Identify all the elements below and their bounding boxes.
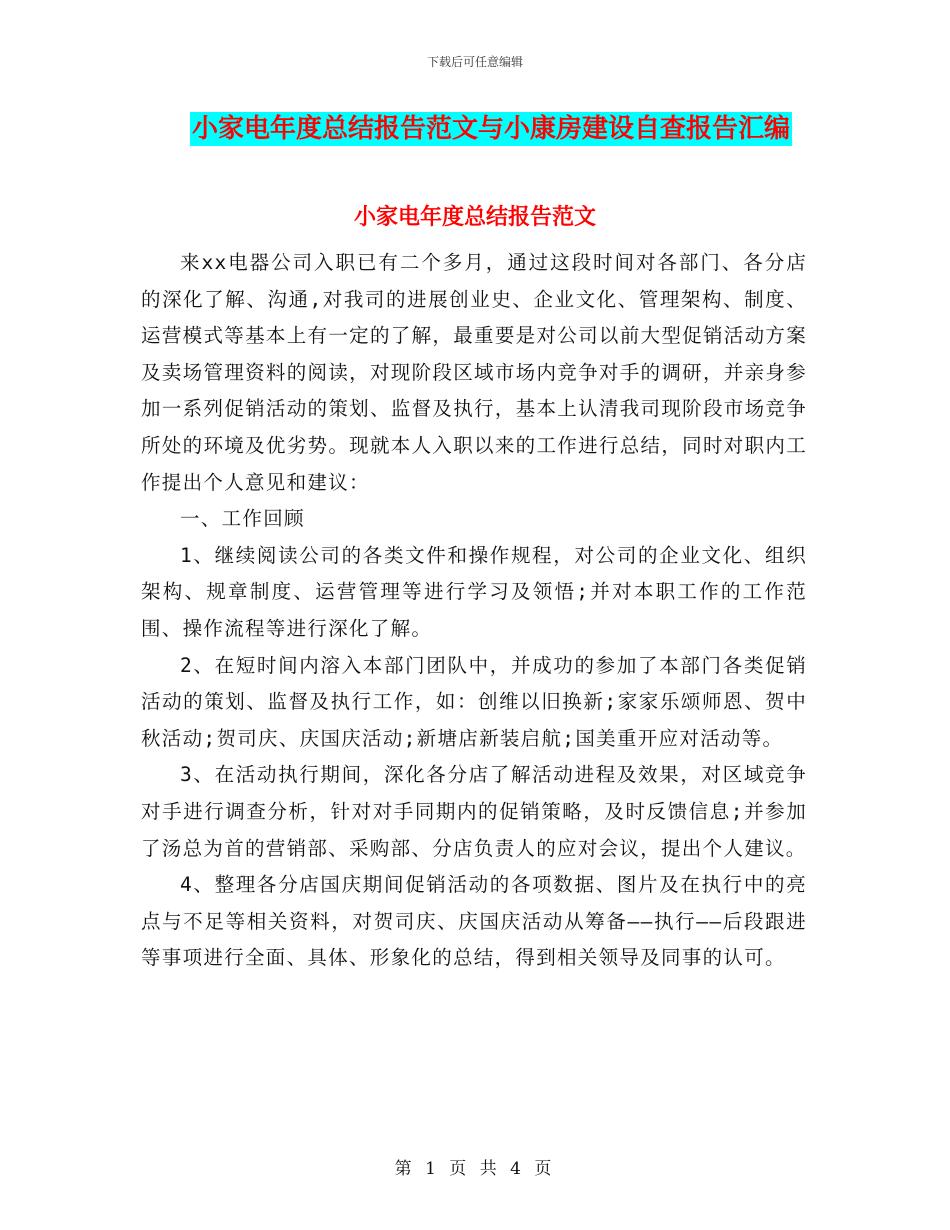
paragraph-item-1: 1、继续阅读公司的各类文件和操作规程，对公司的企业文化、组织架构、规章制度、运营管理等进行学习及领悟;并对本职工作的工作范围、操作流程等进行深化了解。	[141, 543, 807, 640]
page-number: 第 1 页 共 4 页	[394, 1159, 556, 1179]
paragraph-intro: 来xx电器公司入职已有二个多月，通过这段时间对各部门、各分店的深化了解、沟通,对我司的进展创业史、企业文化、管理架构、制度、运营模式等基本上有一定的了解，最重要是对公司以前大型促销活动方案及卖场管理资料的阅读，对现阶段区域市场内竞争对手的调研，并亲身参加一系列促销活动的策划、监督及执行，基本上认清我司现阶段市场竞争所处的环境及优劣势。现就本人入职以来的工作进行总结，同时对职内工作提出个人意见和建议：	[141, 251, 807, 494]
document-main-title: 小家电年度总结报告范文与小康房建设自查报告汇编	[192, 114, 791, 144]
section-title: 小家电年度总结报告范文	[353, 205, 596, 230]
paragraph-item-3: 3、在活动执行期间，深化各分店了解活动进程及效果，对区域竞争对手进行调查分析，针对对手同期内的促销策略，及时反馈信息;并参加了汤总为首的营销部、采购部、分店负责人的应对会议，提出个人建议。	[141, 763, 807, 860]
paragraph-item-2: 2、在短时间内溶入本部门团队中，并成功的参加了本部门各类促销活动的策划、监督及执行工作，如：创维以旧换新;家家乐颂师恩、贺中秋活动;贺司庆、庆国庆活动;新塘店新装启航;国美重开应对活动等。	[141, 653, 807, 750]
paragraph-heading-review: 一、工作回顾	[180, 507, 305, 531]
header-note: 下载后可任意编辑	[426, 55, 523, 69]
paragraph-item-4: 4、整理各分店国庆期间促销活动的各项数据、图片及在执行中的亮点与不足等相关资料，对贺司庆、庆国庆活动从筹备——执行——后段跟进等事项进行全面、具体、形象化的总结，得到相关领导及同事的认可。	[141, 873, 807, 970]
document-body	[141, 245, 807, 977]
